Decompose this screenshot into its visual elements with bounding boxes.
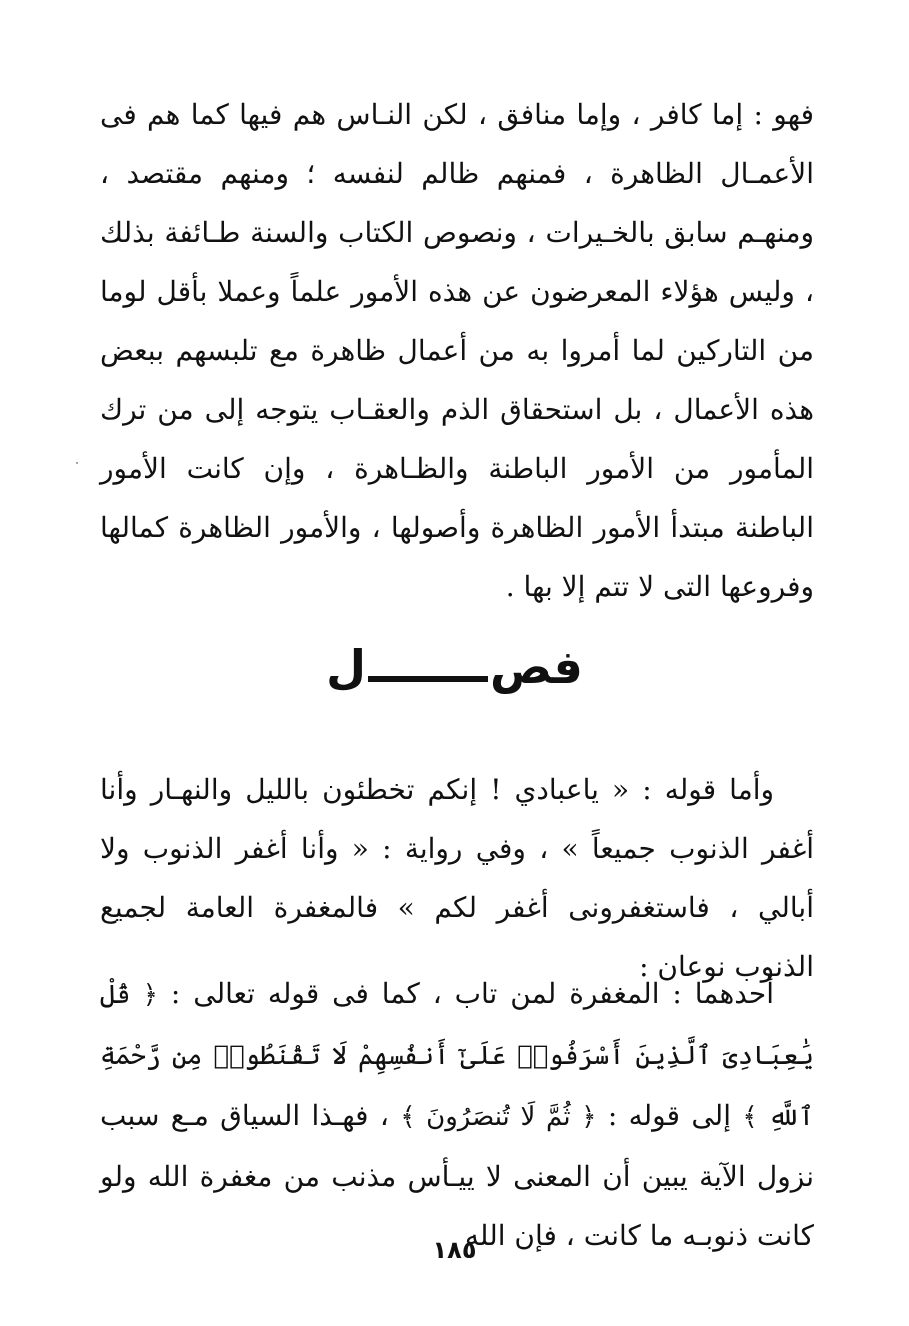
paragraph-2: وأما قوله : « ياعبادي ! إنكم تخطئون بالليل والنهـار وأنا أغفر الذنوب جميعاً » ، وفي رواية : « وأنا أغفر الذنوب ولا أبالي ، فاستغفرونى أغفر لكم » فالمغفرة العامة لجميع الذنوب نوعان : xyxy=(100,773,814,983)
paragraph-3-middle: إلى قوله : xyxy=(607,1099,731,1132)
paragraph-3 xyxy=(100,964,814,1265)
paragraph-3-rest: ، فهـذا السياق مـع سبب نزول الآية يبين أن المعنى لا ييـأس مذنب من مغفرة الله ولو كانت ذنوبـه ما كانت ، فإن الله xyxy=(100,1099,814,1252)
quran-verse-1: ﴿ قُلْ يَٰعِبَادِىَ ٱلَّذِينَ أَسْرَفُوا۟ عَلَىٰٓ أَنفُسِهِمْ لَا تَقْنَطُوا۟ مِن رَّحْمَةِ ٱللَّهِ ﴾ xyxy=(100,980,814,1132)
kashida-stroke xyxy=(368,676,488,682)
section-heading-start: فص xyxy=(490,640,583,694)
page-number: ١٨٥ xyxy=(432,1236,477,1264)
quran-verse-2: ﴿ ثُمَّ لَا تُنصَرُونَ ﴾ xyxy=(400,1102,597,1132)
margin-speck xyxy=(76,462,78,464)
paragraph-3-intro: أحدهما : المغفرة لمن تاب ، كما فى قوله تعالى : xyxy=(170,977,774,1010)
section-heading-end: ل xyxy=(326,640,367,694)
section-heading xyxy=(0,640,909,694)
paragraph-1: فهو : إما كافر ، وإما منافق ، لكن النـاس هم فيها كما هم فى الأعمـال الظاهرة ، فمنهم ظالم لنفسه ؛ ومنهم مقتصد ، ومنهـم سابق بالخـيرات ، ونصوص الكتاب والسنة طـائفة بذلك ، وليس هؤلاء المعرضون عن هذه الأمور علماً وعملا بأقل لوما من التاركين لما أمروا به من أعمال ظاهرة مع تلبسهم ببعض هذه الأعمال ، بل استحقاق الذم والعقـاب يتوجه إلى من ترك المأمور من الأمور الباطنة والظـاهرة ، وإن كانت الأمور الباطنة مبتدأ الأمور الظاهرة وأصولها ، والأمور الظاهرة كمالها وفروعها التى لا تتم إلا بها . xyxy=(100,98,814,603)
